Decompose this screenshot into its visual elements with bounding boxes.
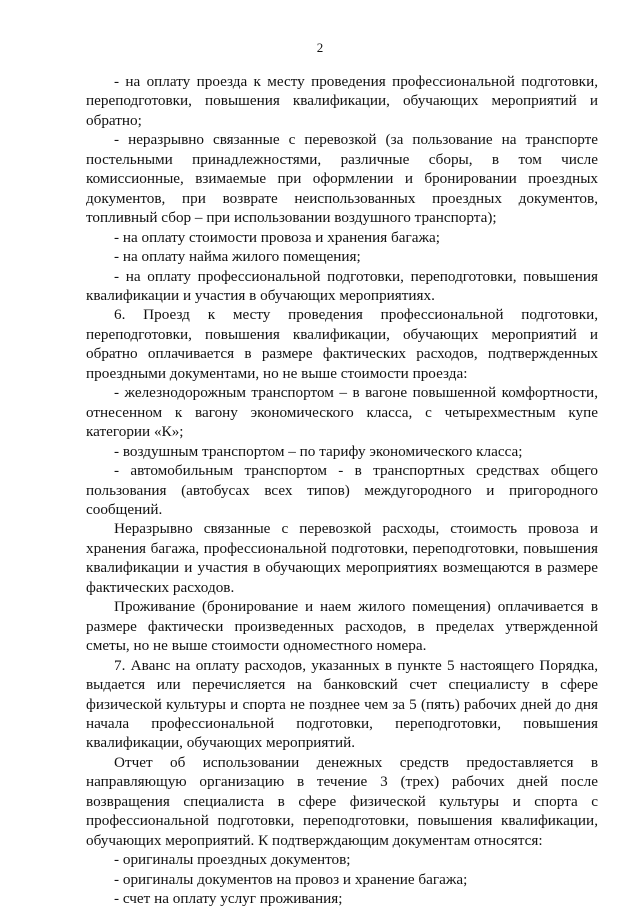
paragraph-accommodation: Проживание (бронирование и наем жилого помещения) оплачивается в размере фактически произведенных расходов, в пределах утвержденной сметы, но не выше стоимости одноместного номера. [86, 598, 598, 655]
document-body [86, 72, 598, 908]
paragraph-travel-payment: - на оплату проезда к месту проведения профессиональной подготовки, переподготовки, повышения квалификации, обучающих мероприятий и обратно; [86, 73, 598, 129]
paragraph-item-6: 6. Проезд к месту проведения профессиональной подготовки, переподготовки, повышения квалификации, обучающих мероприятий и обратно оплачивается в размере фактических расходов, подтвержденных проездными документами, но не выше стоимости проезда: [86, 306, 598, 382]
paragraph-item-7: 7. Аванс на оплату расходов, указанных в пункте 5 настоящего Порядка, выдается или перечисляется на банковский счет специалисту в сфере физической культуры и спорта не позднее чем за 5 (пять) рабочих дней до дня начала профессиональной подготовки, переподготовки, повышения квалификации, обучающих мероприятий. [86, 656, 598, 752]
paragraph-housing: - на оплату найма жилого помещения; [114, 248, 361, 266]
paragraph-transport-related-fees: - неразрывно связанные с перевозкой (за пользование на транспорте постельными принадлежностями, различные сборы, в том числе комиссионные, взимаемые при оформлении и бронировании проездных документов, при возврате неиспользованных проездных документов, топливный сбор – при использовании воздушного транспорта); [86, 131, 598, 227]
paragraph-doc-tickets: - оригиналы проездных документов; [114, 851, 351, 869]
paragraph-training-payment: - на оплату профессиональной подготовки, переподготовки, повышения квалификации и участия в обучающих мероприятиях. [86, 267, 598, 304]
page-number: 2 [316, 40, 324, 55]
paragraph-reimbursement: Неразрывно связанные с перевозкой расходы, стоимость провоза и хранения багажа, профессиональной подготовки, переподготовки, повышения квалификации и участия в обучающих мероприятиях возмещаются в размере фактических расходов. [86, 520, 598, 596]
paragraph-rail-transport: - железнодорожным транспортом – в вагоне повышенной комфортности, отнесенном к вагону экономического класса, с четырехместным купе категории «К»; [86, 384, 598, 441]
paragraph-doc-baggage: - оригиналы документов на провоз и хранение багажа; [114, 870, 468, 888]
paragraph-baggage: - на оплату стоимости провоза и хранения багажа; [114, 228, 440, 246]
paragraph-report: Отчет об использовании денежных средств предоставляется в направляющую организацию в течение 3 (трех) рабочих дней после возвращения специалиста в сфере физической культуры и спорта с профессиональной подготовки, переподготовки, повышения квалификации, обучающих мероприятий. К подтверждающим документам относятся: [86, 753, 598, 849]
paragraph-air-transport: - воздушным транспортом – по тарифу экономического класса; [114, 442, 523, 460]
paragraph-doc-lodging-invoice: - счет на оплату услуг проживания; [114, 890, 343, 908]
paragraph-road-transport: - автомобильным транспортом - в транспортных средствах общего пользования (автобусах всех типов) междугородного и пригородного сообщений. [86, 462, 598, 518]
